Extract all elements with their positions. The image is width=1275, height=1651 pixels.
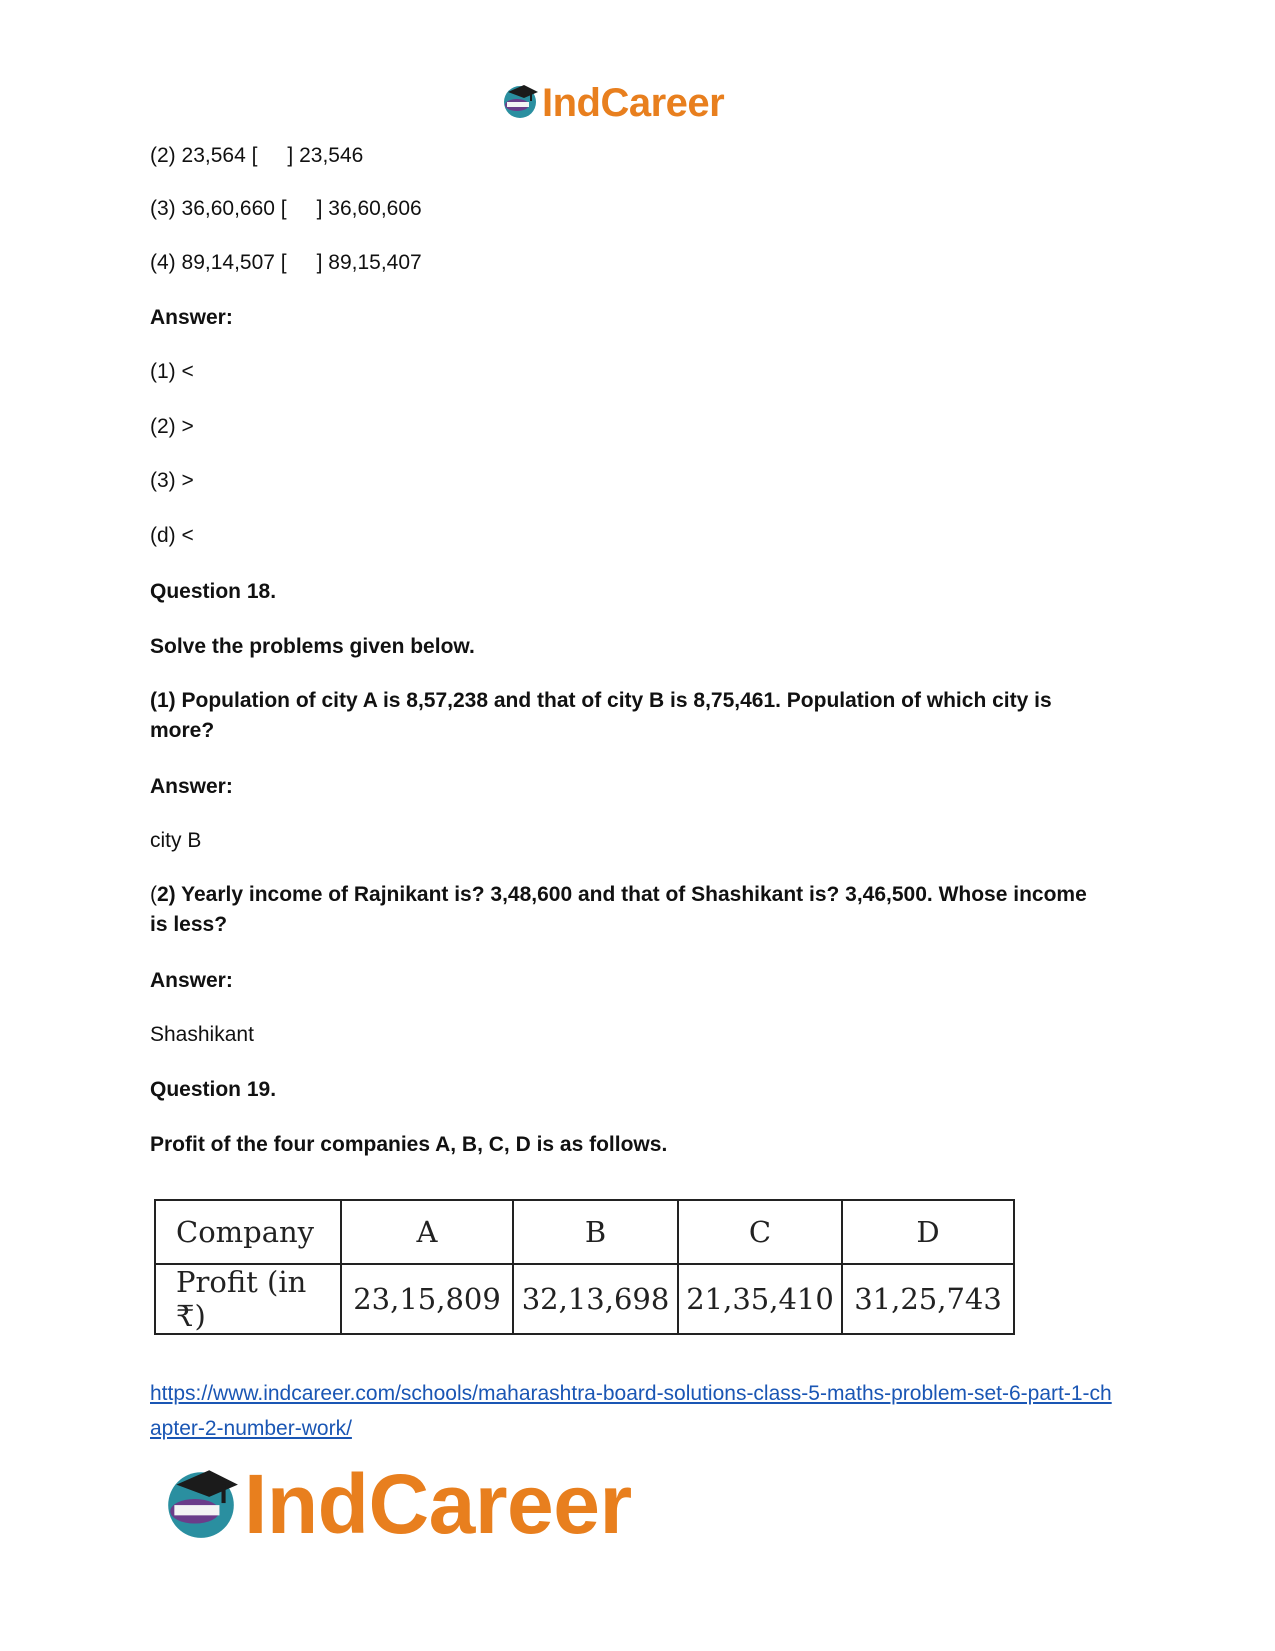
brand-name: IndCareer — [244, 1457, 632, 1551]
answer-heading-18-1: Answer: — [150, 775, 233, 798]
question-18-problem-2: (2) Yearly income of Rajnikant is? 3,48,600 and that of Shashikant is? 3,46,500. Whose income is less? — [150, 883, 1087, 936]
answer-1: (1) < — [150, 360, 194, 383]
answer-2: (2) > — [150, 415, 194, 438]
question-18-instruction: Solve the problems given below. — [150, 635, 475, 658]
indcareer-logo-bottom — [160, 1457, 700, 1556]
table-row — [155, 1264, 1014, 1334]
comparison-2: (2) 23,564 [ ] 23,546 — [150, 144, 364, 167]
table-cell: 32,13,698 — [513, 1264, 678, 1334]
globe-cap-icon — [500, 80, 540, 120]
comparison-3: (3) 36,60,660 [ ] 36,60,606 — [150, 197, 422, 220]
table-cell: Profit (in ₹) — [155, 1264, 341, 1334]
question-18-heading: Question 18. — [150, 580, 277, 603]
table-cell: D — [842, 1200, 1014, 1264]
question-19-instruction: Profit of the four companies A, B, C, D is as follows. — [150, 1133, 668, 1156]
table-row — [155, 1200, 1014, 1264]
answer-heading: Answer: — [150, 306, 233, 329]
table-cell: 21,35,410 — [678, 1264, 842, 1334]
question-19-heading: Question 19. — [150, 1078, 277, 1101]
source-link[interactable]: https://www.indcareer.com/schools/maharashtra-board-solutions-class-5-maths-problem-set-6-part-1-chapter-2-number-work/ — [150, 1382, 1112, 1440]
comparison-4: (4) 89,14,507 [ ] 89,15,407 — [150, 251, 422, 274]
table-cell: C — [678, 1200, 842, 1264]
answer-18-1: city B — [150, 829, 202, 852]
table-cell: Company — [155, 1200, 341, 1264]
answer-3: (3) > — [150, 469, 194, 492]
brand-name: IndCareer — [542, 81, 725, 125]
answer-heading-18-2: Answer: — [150, 969, 233, 992]
table-cell: A — [341, 1200, 513, 1264]
indcareer-logo-top — [500, 80, 770, 128]
globe-cap-icon — [160, 1460, 242, 1542]
table-cell: 23,15,809 — [341, 1264, 513, 1334]
table-cell: B — [513, 1200, 678, 1264]
table-cell: 31,25,743 — [842, 1264, 1014, 1334]
answer-4: (d) < — [150, 524, 194, 547]
profit-table — [154, 1199, 1015, 1335]
question-18-problem-1: (1) Population of city A is 8,57,238 and that of city B is 8,75,461. Population of which city is more? — [150, 689, 1052, 742]
answer-18-2: Shashikant — [150, 1023, 254, 1046]
